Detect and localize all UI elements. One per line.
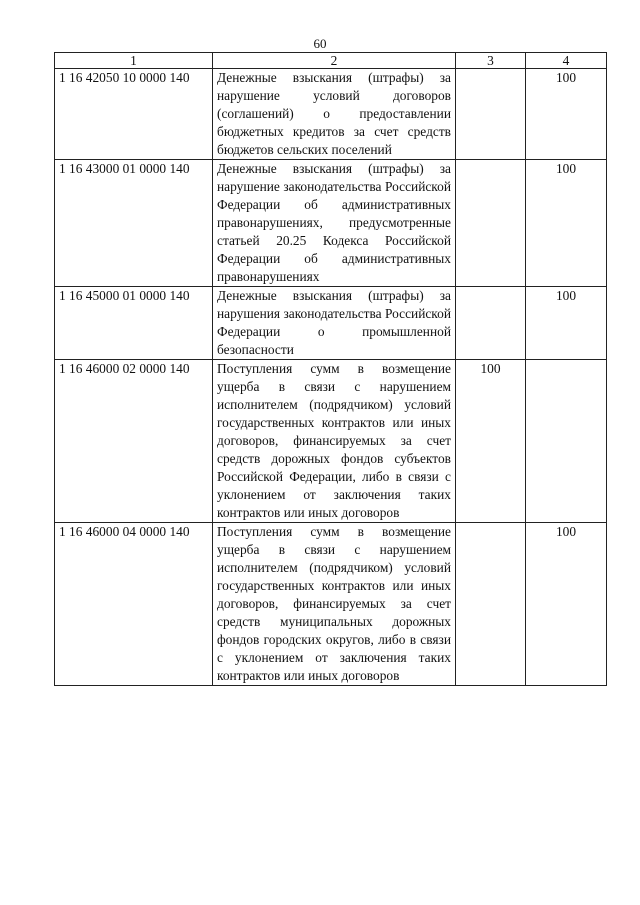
row-code: 1 16 46000 02 0000 140 <box>55 360 213 523</box>
table-row <box>55 160 607 287</box>
row-value-col4: 100 <box>526 69 607 160</box>
row-value-col3 <box>456 160 526 287</box>
row-code: 1 16 42050 10 0000 140 <box>55 69 213 160</box>
row-name: Денежные взыскания (штрафы) за нарушение условий договоров (соглашений) о предоставлении бюджетных кредитов за счет средств бюджетов сельских поселений <box>213 69 456 160</box>
row-value-col3 <box>456 69 526 160</box>
row-value-col3 <box>456 523 526 686</box>
header-col-4: 4 <box>526 53 607 69</box>
row-value-col3: 100 <box>456 360 526 523</box>
row-code: 1 16 43000 01 0000 140 <box>55 160 213 287</box>
row-value-col4 <box>526 360 607 523</box>
table-row <box>55 523 607 686</box>
row-value-col3 <box>456 287 526 360</box>
table-row <box>55 69 607 160</box>
header-col-2: 2 <box>213 53 456 69</box>
row-value-col4: 100 <box>526 523 607 686</box>
row-name: Денежные взыскания (штрафы) за нарушения законодательства Российской Федерации о промышленной безопасности <box>213 287 456 360</box>
row-name: Поступления сумм в возмещение ущерба в связи с нарушением исполнителем (подрядчиком) условий государственных контрактов или иных договоров, финансируемых за счет средств дорожных фондов субъектов Российской Федерации, либо в связи с уклонением от заключения таких контрактов или иных договоров <box>213 360 456 523</box>
header-col-1: 1 <box>55 53 213 69</box>
row-code: 1 16 45000 01 0000 140 <box>55 287 213 360</box>
row-name: Поступления сумм в возмещение ущерба в связи с нарушением исполнителем (подрядчиком) условий государственных контрактов или иных договоров, финансируемых за счет средств муниципальных дорожных фондов городских округов, либо в связи с уклонением от заключения таких контрактов или иных договоров <box>213 523 456 686</box>
row-name: Денежные взыскания (штрафы) за нарушение законодательства Российской Федерации об административных правонарушениях, предусмотренные статьей 20.25 Кодекса Российской Федерации об административных правонарушениях <box>213 160 456 287</box>
page-number: 60 <box>313 36 327 51</box>
row-value-col4: 100 <box>526 160 607 287</box>
table-header-row <box>55 53 607 69</box>
header-col-3: 3 <box>456 53 526 69</box>
revenue-table <box>54 52 607 686</box>
table-row <box>55 360 607 523</box>
table-row <box>55 287 607 360</box>
row-code: 1 16 46000 04 0000 140 <box>55 523 213 686</box>
row-value-col4: 100 <box>526 287 607 360</box>
